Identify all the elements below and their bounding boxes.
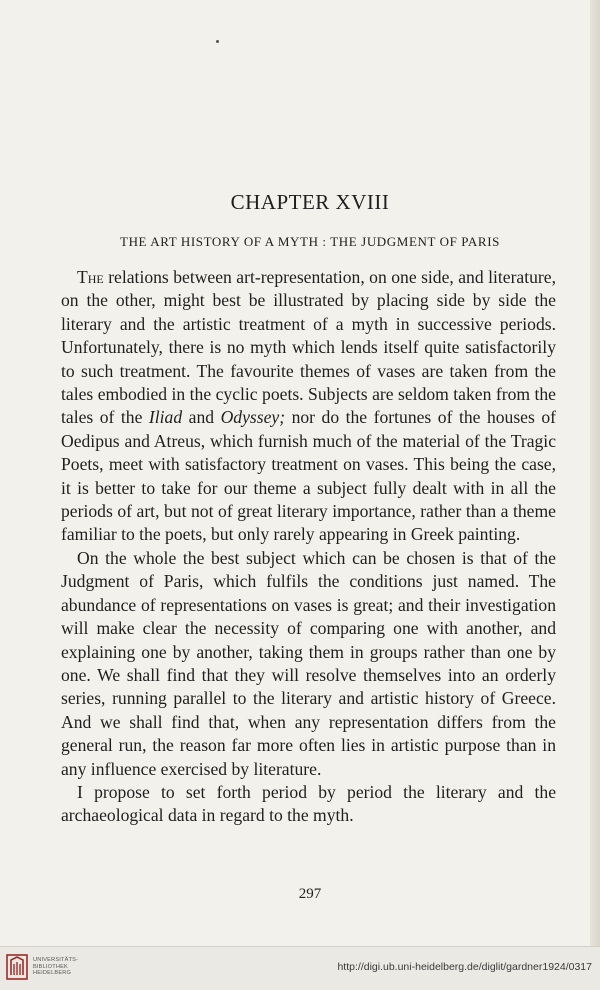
first-word: The (77, 267, 104, 287)
library-name-line: UNIVERSITÄTS- (33, 957, 79, 963)
body-text (61, 266, 556, 828)
library-logo-icon (6, 954, 28, 980)
paragraph-2: On the whole the best subject which can be chosen is that of the Judgment of Paris, which fulfils the conditions just named. The abundance of representations on vases is great; and their investigation will make clear the necessity of comparing one with another, and explaining one by another, taking them in groups rather than one by one. We shall find that they will resolve themselves into an orderly series, running parallel to the literary and artistic history of Greece. And we shall find that, when any representation differs from the general run, the reason far more often lies in artistic purpose than in any influence exercised by literature. (61, 547, 556, 779)
italic-title-odyssey: Odyssey; (220, 407, 286, 428)
paragraph-1 (61, 266, 556, 547)
paragraph-3: I propose to set forth period by period the literary and the archaeological data in regard to the myth. (61, 781, 556, 826)
viewer-footer (0, 946, 600, 990)
italic-title-iliad: Iliad (148, 407, 183, 428)
permalink-url[interactable]: http://digi.ub.uni-heidelberg.de/diglit/gardner1924/0317 (337, 961, 592, 973)
scan-speck (216, 40, 219, 43)
page-number: 297 (298, 886, 322, 902)
library-name-line: BIBLIOTHEK (33, 963, 68, 970)
library-name (33, 957, 78, 977)
paragraph-1-segment: nor do the fortunes of the houses of Oedipus and Atreus, which furnish much of the material of the Tragic Poets, meet with satisfactory treatment on vases. This being the case, it is better to take for our theme a subject fully dealt with in all the periods of art, but not of great literary importance, rather than a theme familiar to the poets, but only rarely appearing in Greek painting. (61, 407, 556, 545)
page-edge (590, 0, 600, 946)
chapter-subtitle: THE ART HISTORY OF A MYTH : THE JUDGMENT OF PARIS (120, 234, 500, 249)
paragraph-1-segment: and (182, 407, 221, 428)
library-name-line: HEIDELBERG (33, 970, 72, 976)
chapter-title: CHAPTER XVIII (230, 190, 390, 214)
paragraph-1-segment: relations between art-representation, on one side, and literature, on the other, might best be illustrated by placing side by side the literary and the artistic treatment of a myth in successive periods. Unfortunately, there is no myth which lends itself quite satisfactorily to such treatment. The favourite themes of vases are taken from the tales embodied in the cyclic poets. Subjects are seldom taken from the tales of the (61, 267, 556, 428)
